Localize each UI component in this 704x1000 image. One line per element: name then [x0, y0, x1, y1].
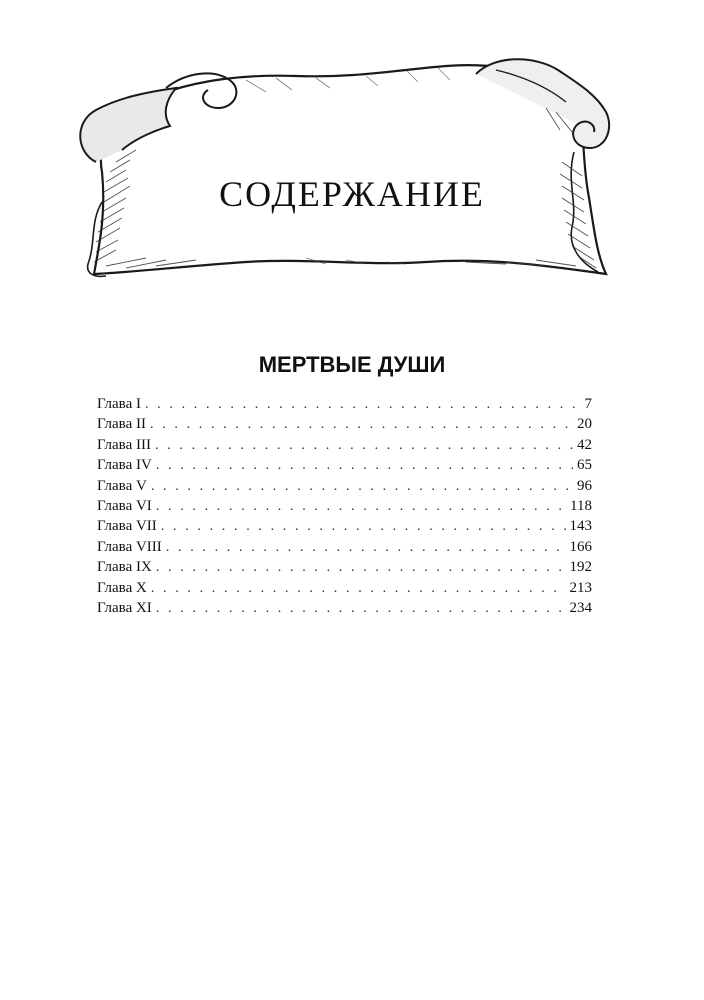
toc-entry[interactable]	[97, 598, 592, 618]
toc-leader-dots	[145, 395, 581, 415]
toc-entry-label: Глава III	[97, 436, 151, 453]
toc-entry-page: 213	[569, 579, 592, 596]
table-of-contents	[97, 394, 592, 618]
toc-leader-dots	[156, 599, 566, 619]
toc-entry[interactable]	[97, 578, 592, 598]
toc-entry[interactable]	[97, 557, 592, 577]
toc-entry[interactable]	[97, 455, 592, 475]
toc-entry-label: Глава V	[97, 477, 147, 494]
toc-entry-page: 42	[577, 436, 592, 453]
toc-entry-label: Глава X	[97, 579, 147, 596]
toc-entry[interactable]	[97, 496, 592, 516]
toc-leader-dots	[151, 477, 573, 497]
toc-entry-page: 96	[577, 477, 592, 494]
toc-entry[interactable]	[97, 537, 592, 557]
toc-leader-dots	[166, 538, 566, 558]
toc-entry-page: 234	[569, 599, 592, 616]
toc-entry-label: Глава VIII	[97, 538, 162, 555]
toc-entry-label: Глава VI	[97, 497, 152, 514]
toc-entry-label: Глава IV	[97, 457, 152, 474]
toc-entry-page: 192	[569, 559, 592, 576]
toc-entry[interactable]	[97, 414, 592, 434]
toc-entry-label: Глава I	[97, 396, 141, 412]
toc-entry-label: Глава II	[97, 416, 146, 433]
toc-entry[interactable]	[97, 476, 592, 496]
toc-entry[interactable]	[97, 516, 592, 536]
toc-entry[interactable]	[97, 435, 592, 455]
parchment-scroll-icon	[66, 52, 626, 288]
toc-leader-dots	[156, 456, 573, 476]
toc-entry-label: Глава XI	[97, 599, 152, 616]
toc-leader-dots	[150, 415, 573, 435]
toc-entry-page: 118	[570, 497, 592, 514]
book-title: МЕРТВЫЕ ДУШИ	[258, 352, 446, 377]
page-title: СОДЕРЖАНИЕ	[219, 174, 485, 214]
toc-entry-page: 7	[584, 396, 592, 412]
toc-leader-dots	[151, 579, 566, 599]
toc-entry-label: Глава VII	[97, 518, 157, 535]
toc-leader-dots	[156, 497, 566, 517]
toc-entry[interactable]	[97, 394, 592, 414]
toc-leader-dots	[161, 517, 566, 537]
toc-entry-page: 143	[569, 518, 592, 535]
toc-leader-dots	[156, 558, 566, 578]
toc-entry-label: Глава IX	[97, 559, 152, 576]
toc-entry-page: 65	[577, 457, 592, 474]
toc-leader-dots	[155, 436, 573, 456]
toc-entry-page: 20	[577, 416, 592, 433]
toc-entry-page: 166	[569, 538, 592, 555]
